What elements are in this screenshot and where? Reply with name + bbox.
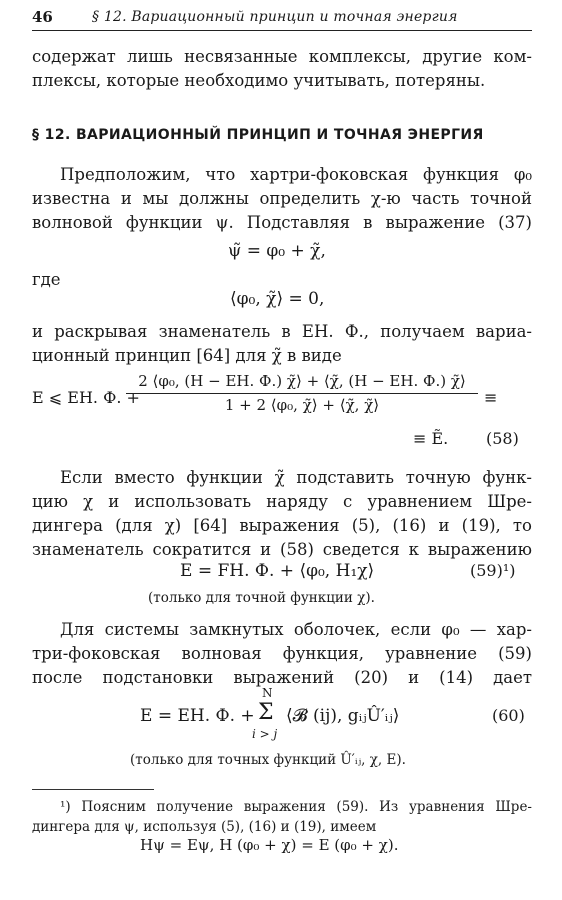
text-line: знаменатель сократится и (58) сведется к выражению [32, 540, 532, 559]
text-line: содержат лишь несвязанные комплексы, другие ком- [32, 47, 532, 66]
text-line: и раскрывая знаменатель в EН. Ф., получаем вариа- [32, 322, 532, 341]
text-line: волновой функции ψ. Подставляя в выражение (37) [32, 213, 532, 232]
fraction-denominator: 1 + 2 ⟨φ₀, χ̃⟩ + ⟨χ̃, χ̃⟩ [224, 396, 380, 414]
paragraph-4 [32, 618, 532, 690]
text-line: после подстановки выражений (20) и (14) дает [32, 668, 532, 687]
text-line: Если вместо функции χ̃ подставить точную функ- [60, 468, 532, 487]
sum-upper-limit: N [262, 686, 273, 700]
text-line: три-фоковская волновая функция, уравнение (59) [32, 644, 532, 663]
equation-orthogonality: ⟨φ₀, χ̃⟩ = 0, [230, 289, 325, 309]
text-line: дингера (для χ) [64] выражения (5), (16) и (19), то [32, 516, 532, 535]
equation-58-result: ≡ Ẽ. [413, 429, 449, 448]
running-title: § 12. Вариационный принцип и точная энергия [92, 9, 458, 25]
equation-59: E = FН. Ф. + ⟨φ₀, H₁χ⟩ [180, 561, 375, 581]
footnote-equation: Hψ = Eψ, H (φ₀ + χ) = E (φ₀ + χ). [140, 836, 399, 854]
equation-60-term: ⟨𝓑 (ij), gᵢⱼÛ′ᵢⱼ⟩ [286, 706, 400, 726]
text-line: Для системы замкнутых оболочек, если φ₀ — хар- [60, 620, 532, 639]
equation-58-lhs: E ⩽ EН. Ф. + [32, 388, 140, 407]
paragraph-2 [32, 320, 532, 368]
equation-58-fraction [126, 372, 478, 414]
text-line: ционный принцип [64] для χ̃ в виде [32, 346, 342, 365]
equation-59-number: (59)¹) [470, 561, 516, 580]
page-header [32, 8, 532, 31]
fraction-numerator: 2 ⟨φ₀, (H − EН. Ф.) χ̃⟩ + ⟨χ̃, (H − EН. Ф.) χ̃⟩ [126, 372, 478, 394]
equation-58-continuation: ≡ [484, 388, 498, 407]
paragraph-1 [32, 163, 532, 235]
equation-60-lhs: E = EН. Ф. + [140, 706, 255, 726]
text-line: Предположим, что хартри-фоковская функция φ₀ [60, 165, 532, 184]
sum-symbol: Σ [258, 700, 274, 725]
text-line: ¹) Поясним получение выражения (59). Из уравнения Шре- [60, 799, 532, 815]
page-number: 46 [32, 8, 53, 26]
text-line: плексы, которые необходимо учитывать, потеряны. [32, 71, 486, 90]
text-line: дингера для ψ, используя (5), (16) и (19), имеем [32, 819, 377, 835]
where-label: где [32, 270, 61, 289]
equation-58-number: (58) [486, 429, 519, 448]
intro-paragraph [32, 45, 532, 93]
paragraph-3 [32, 466, 532, 562]
equation-psi: ψ̃ = φ₀ + χ̃, [228, 241, 326, 261]
equation-60-note: (только для точных функций Û′ᵢⱼ, χ, E). [130, 752, 406, 768]
text-line: известна и мы должны определить χ-ю часть точной [32, 189, 532, 208]
section-title: § 12. ВАРИАЦИОННЫЙ ПРИНЦИП И ТОЧНАЯ ЭНЕРГИЯ [32, 127, 484, 143]
footnote-divider [32, 789, 154, 790]
footnote [32, 797, 532, 837]
text-line: цию χ и использовать наряду с уравнением Шре- [32, 492, 532, 511]
equation-59-note: (только для точной функции χ). [148, 590, 375, 606]
sum-lower-limit: i > j [252, 727, 278, 741]
equation-60-number: (60) [492, 706, 525, 725]
